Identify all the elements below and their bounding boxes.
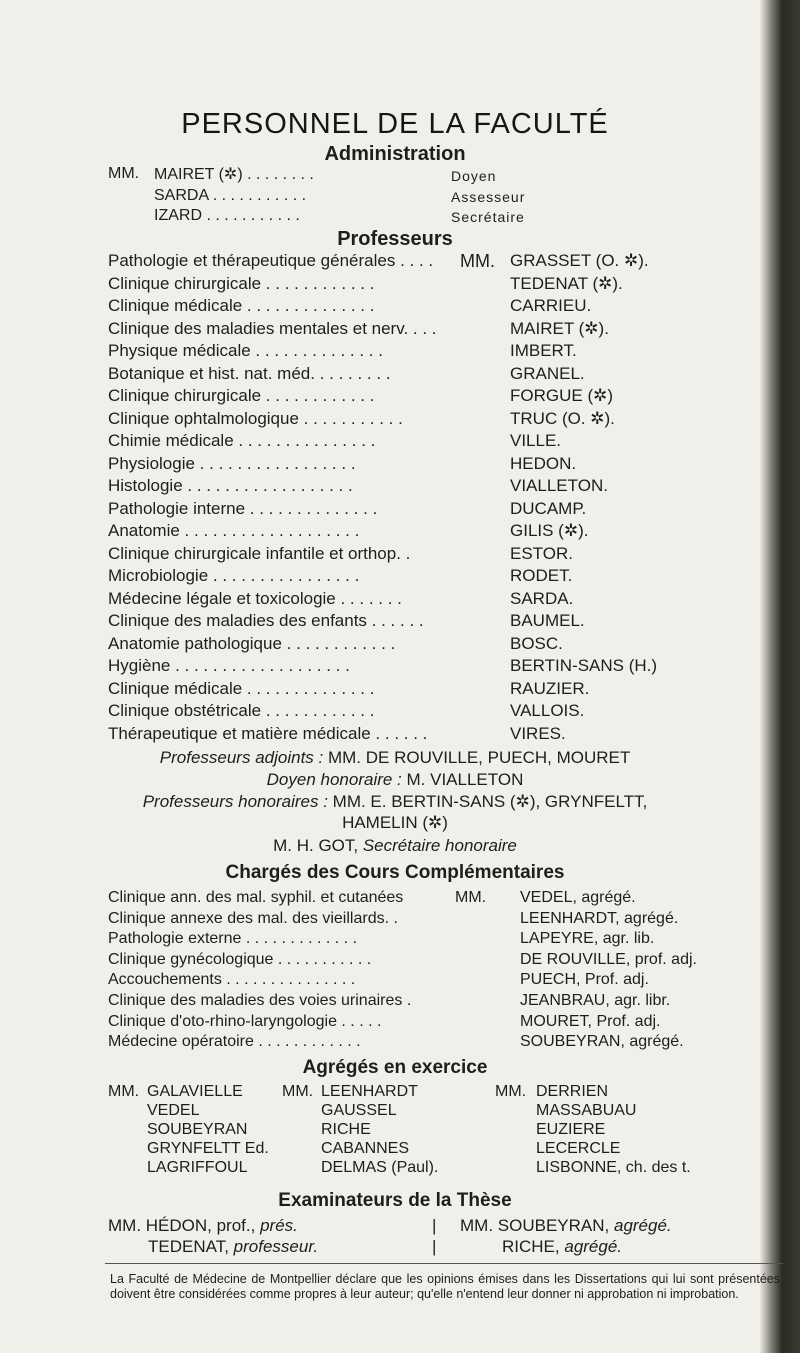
professeur-row <box>108 499 788 522</box>
professeur-chair-text: Médecine légale et toxicologie <box>108 588 336 608</box>
professeur-chair <box>108 589 407 609</box>
charges-name: PUECH, Prof. adj. <box>520 971 649 989</box>
professeur-chair-text: Microbiologie <box>108 566 209 585</box>
professeur-name: TEDENAT (✲). <box>510 273 623 293</box>
professeur-chair-text: Clinique ophtalmologique <box>108 408 299 428</box>
charges-row <box>108 930 788 951</box>
exam-separator-1: | <box>432 1216 437 1235</box>
professeur-chair <box>108 476 357 496</box>
professeur-row <box>108 319 788 342</box>
professeur-leader: . . . . . . . <box>335 588 407 608</box>
agrege-name: LISBONNE, ch. des t. <box>536 1159 691 1176</box>
professeur-chair-text: Clinique médicale <box>108 678 243 698</box>
professeur-chair-text: Clinique chirurgicale <box>108 273 262 293</box>
agrege-name: MASSABUAU <box>536 1102 637 1119</box>
exam-right2-name: RICHE, <box>502 1237 560 1256</box>
professeur-row <box>108 521 788 544</box>
charges-row <box>108 951 788 972</box>
charges-course <box>108 889 403 907</box>
admin-name: SARDA <box>154 186 209 204</box>
professeur-row <box>108 431 788 454</box>
charges-course-text: Clinique des maladies des voies urinaires <box>108 991 403 1009</box>
administration-heading: Administration <box>324 143 466 165</box>
professeur-chair <box>108 656 355 676</box>
professeur-name: GRANEL. <box>510 363 585 383</box>
administration-list <box>154 165 526 227</box>
charges-course-text: Clinique ann. des mal. syphil. et cutanées <box>108 889 404 906</box>
professeur-row <box>108 341 788 364</box>
professeur-chair <box>108 679 379 699</box>
honours-line <box>0 812 790 834</box>
professeur-leader: . . . . <box>395 251 438 270</box>
charges-course-text: Médecine opératoire <box>108 1033 254 1051</box>
professeur-chair-text: Botanique et hist. nat. méd. <box>108 363 315 383</box>
professeur-chair <box>108 611 428 631</box>
professeur-name: SARDA. <box>510 588 574 608</box>
professeur-chair-text: Chimie médicale <box>108 431 234 450</box>
professeur-name: HEDON. <box>510 453 577 473</box>
professeur-chair <box>108 431 380 451</box>
professeur-chair <box>108 499 382 519</box>
professeur-name: RAUZIER. <box>510 678 590 698</box>
professeur-chair-text: Clinique des maladies des enfants <box>108 611 367 630</box>
honours-line <box>0 769 790 791</box>
charges-course <box>108 1013 386 1031</box>
agrege-name: DERRIEN <box>536 1083 609 1100</box>
professeur-name: VALLOIS. <box>510 701 585 720</box>
doyen-name: M. VIALLETON <box>406 770 524 789</box>
professeur-chair-text: Pathologie et thérapeutique générales <box>108 251 396 270</box>
professeur-leader: . . . . . . . . . . . . . . <box>250 341 388 360</box>
professeur-row <box>108 296 788 319</box>
professeur-chair-text: Pathologie interne <box>108 498 246 518</box>
professeur-leader: . . . . . . . . . . . . . . <box>245 498 383 518</box>
professeurs-list <box>108 251 788 746</box>
professeur-name: VIALLETON. <box>510 476 608 495</box>
examinateurs-heading: Examinateurs de la Thèse <box>278 1190 512 1211</box>
admin-row <box>154 186 526 207</box>
examinateur-left-2 <box>148 1237 318 1257</box>
charges-leader: . <box>389 909 403 927</box>
professeur-chair-text: Clinique obstétricale <box>108 701 262 720</box>
charges-mm: MM. <box>455 889 487 906</box>
professeur-chair <box>108 521 364 541</box>
charges-course <box>108 1033 365 1051</box>
professeur-chair-text: Clinique chirurgicale infantile et orthop. <box>108 543 401 563</box>
charges-course <box>108 951 376 969</box>
professeur-row <box>108 251 788 274</box>
admin-row <box>154 165 497 186</box>
professeur-leader: . . . . . . . . . . . . <box>261 273 380 293</box>
professeur-leader: . . . . . . . . . . . . <box>261 701 380 720</box>
professeur-row <box>108 589 788 612</box>
professeur-chair-text: Physique médicale <box>108 341 251 360</box>
charges-heading: Chargés des Cours Complémentaires <box>225 862 565 883</box>
professeur-chair-text: Histologie <box>108 476 183 495</box>
professeur-name: FORGUE (✲) <box>510 386 614 405</box>
exam-right1-name: MM. SOUBEYRAN, <box>460 1216 610 1235</box>
agrege-name: DELMAS (Paul). <box>321 1159 439 1176</box>
professeur-leader: . . . <box>408 318 442 338</box>
professeur-name: VILLE. <box>510 431 562 450</box>
agrege-name: GAUSSEL <box>321 1102 397 1119</box>
professeur-chair <box>108 386 379 406</box>
professeur-chair-text: Clinique médicale <box>108 296 243 315</box>
professeur-chair-text: Physiologie <box>108 453 195 473</box>
professeur-row <box>108 409 788 432</box>
agrege-name: CABANNES <box>321 1140 410 1157</box>
agrege-name: RICHE <box>321 1121 371 1138</box>
honoraires-label: Professeurs honoraires : <box>142 792 328 811</box>
faculty-title: PERSONNEL DE LA FACULTÉ <box>181 108 609 140</box>
professeur-chair-text: Clinique des maladies mentales et nerv. <box>108 318 409 338</box>
charges-course <box>108 930 361 948</box>
professeur-leader: . <box>400 543 416 563</box>
charges-course-text: Clinique annexe des mal. des vieillards. <box>108 909 390 927</box>
professeur-chair-text: Anatomie <box>108 521 180 540</box>
charges-list <box>108 889 788 1054</box>
professeur-leader: . . . . . . . . . . . . . . . . . . <box>182 476 358 495</box>
charges-row <box>108 889 788 910</box>
professeur-chair <box>108 454 360 474</box>
charges-leader: . . . . . . . . . . . . . <box>241 930 362 948</box>
professeur-chair <box>108 274 379 294</box>
professeur-name: DUCAMP. <box>510 498 587 518</box>
admin-role: Assesseur <box>451 188 526 205</box>
professeur-row <box>108 364 788 387</box>
professeur-row <box>108 274 788 297</box>
professeur-name: IMBERT. <box>510 341 577 360</box>
agreges-col3-mm: MM. <box>495 1083 527 1100</box>
agrege-name: VEDEL <box>147 1102 200 1119</box>
honours-line <box>0 835 790 857</box>
admin-leader: . . . . . . . . <box>242 166 319 183</box>
secretaire-name: M. H. GOT, <box>273 836 359 855</box>
professeur-row <box>108 476 788 499</box>
agrege-name: LECERCLE <box>536 1140 621 1157</box>
professeur-name: MAIRET (✲). <box>510 318 609 338</box>
professeur-leader: . . . . . . . . . . . . . . <box>242 678 380 698</box>
agrege-name: EUZIERE <box>536 1121 606 1138</box>
adjoints-line <box>0 747 790 769</box>
professeur-row <box>108 386 788 409</box>
charges-course-text: Clinique d'oto-rhino-laryngologie <box>108 1012 337 1030</box>
agrege-name: SOUBEYRAN <box>147 1121 248 1138</box>
charges-course <box>108 910 402 928</box>
exam-left2-name: TEDENAT, <box>148 1237 229 1256</box>
charges-name: JEANBRAU, agr. libr. <box>520 991 671 1009</box>
professeur-row <box>108 544 788 567</box>
professeur-chair <box>108 724 432 744</box>
charges-row <box>108 1033 788 1054</box>
admin-name: IZARD <box>154 207 202 224</box>
agreges-column-2 <box>321 1082 438 1177</box>
professeurs-mm: MM. <box>460 251 495 271</box>
professeur-chair-text: Thérapeutique et matière médicale <box>108 723 371 743</box>
professeur-row <box>108 634 788 657</box>
charges-course-text: Clinique gynécologique <box>108 950 274 968</box>
professeur-chair <box>108 364 395 384</box>
honoraires-names-2: HAMELIN (✲) <box>342 813 448 832</box>
agrege-name: GRYNFELTT Ed. <box>147 1140 269 1157</box>
charges-leader: . <box>402 991 416 1009</box>
professeur-name: GRASSET (O. ✲). <box>510 251 649 270</box>
professeur-row <box>108 679 788 702</box>
admin-row <box>154 206 525 227</box>
charges-leader: . . . . . <box>336 1012 386 1030</box>
professeur-chair-text: Clinique chirurgicale <box>108 386 262 405</box>
charges-course <box>108 971 360 989</box>
charges-course-text: Pathologie externe <box>108 930 242 948</box>
admin-leader: . . . . . . . . . . . <box>208 186 311 204</box>
footer-rule <box>105 1263 783 1264</box>
charges-course <box>108 992 416 1010</box>
professeur-leader: . . . . . . . . . . . . <box>281 633 401 653</box>
agrege-name: LEENHARDT <box>321 1083 418 1100</box>
professeur-chair <box>108 296 379 316</box>
professeur-row <box>108 656 788 679</box>
doyen-label: Doyen honoraire : <box>266 770 402 789</box>
professeur-chair <box>108 341 388 361</box>
charges-row <box>108 971 788 992</box>
agreges-col1-mm: MM. <box>108 1083 140 1100</box>
agreges-heading: Agrégés en exercice <box>302 1057 488 1078</box>
admin-role: Secrétaire <box>451 209 525 225</box>
honours-line <box>0 791 790 813</box>
charges-leader: . . . . . . . . . . . . <box>253 1033 366 1051</box>
professeur-leader: . . . . . . . . . . . . . . . . <box>208 566 365 585</box>
professeur-name: VIRES. <box>510 723 566 743</box>
adjoints-label: Professeurs adjoints : <box>159 748 324 767</box>
professeur-name: GILIS (✲). <box>510 521 589 540</box>
professeur-leader: . . . . . . <box>370 723 433 743</box>
agreges-column-1 <box>147 1082 269 1177</box>
admin-leader: . . . . . . . . . . . <box>202 207 305 224</box>
charges-name: MOURET, Prof. adj. <box>520 1012 661 1030</box>
professeur-chair-text: Anatomie pathologique <box>108 633 282 653</box>
professeur-chair <box>108 566 364 586</box>
professeur-leader: . . . . . . . . . . . . <box>261 386 380 405</box>
exam-left2-role: professeur. <box>233 1237 319 1256</box>
charges-leader: . . . . . . . . . . . . . . . <box>221 971 360 989</box>
professeur-chair-text: Hygiène <box>108 656 171 675</box>
professeur-leader: . . . . . . <box>366 611 429 630</box>
professeur-leader: . . . . . . . . . . . . . . . . . . . <box>179 521 365 540</box>
agrege-name: LAGRIFFOUL <box>147 1159 248 1176</box>
professeur-leader: . . . . . . . . . . . . . . <box>242 296 380 315</box>
professeur-row <box>108 724 788 747</box>
exam-left1-name: MM. HÉDON, prof., <box>108 1216 256 1235</box>
secretaire-label: Secrétaire honoraire <box>362 836 517 855</box>
charges-name: LEENHARDT, agrégé. <box>520 909 679 927</box>
professeur-name: RODET. <box>510 566 573 585</box>
honoraires-names: MM. E. BERTIN-SANS (✲), GRYNFELTT, <box>332 792 648 811</box>
professeur-leader: . . . . . . . . . . . . . . . . . . . <box>170 656 355 675</box>
charges-row <box>108 1013 788 1034</box>
professeurs-heading: Professeurs <box>337 228 453 250</box>
professeur-leader: . . . . . . . . . . . . . . . <box>233 431 381 450</box>
charges-row <box>108 910 788 931</box>
professeur-name: CARRIEU. <box>510 296 592 315</box>
professeur-row <box>108 611 788 634</box>
admin-role: Doyen <box>451 168 497 184</box>
footer-note: La Faculté de Médecine de Montpellier déclare que les opinions émises dans les Dissertations qui lui sont présentées doivent être considérées comme propres à leur auteur; qu'elle n'entend leur donner ni approbation ni improbation. <box>110 1272 780 1301</box>
professeur-chair <box>108 701 379 721</box>
charges-name: DE ROUVILLE, prof. adj. <box>520 950 697 968</box>
professeur-row <box>108 701 788 724</box>
professeur-name: TRUC (O. ✲). <box>510 408 615 428</box>
agrege-name: GALAVIELLE <box>147 1083 243 1100</box>
charges-course-text: Accouchements <box>108 971 222 989</box>
exam-left1-role: prés. <box>260 1216 298 1235</box>
exam-right1-role: agrégé. <box>613 1216 672 1235</box>
charges-row <box>108 992 788 1013</box>
exam-separator-2: | <box>432 1237 437 1256</box>
charges-name: SOUBEYRAN, agrégé. <box>520 1033 684 1051</box>
professeur-chair <box>108 409 408 429</box>
agreges-col2-mm: MM. <box>282 1083 314 1100</box>
admin-mm: MM. <box>108 165 140 182</box>
examinateur-right-2 <box>502 1237 622 1257</box>
examinateur-left-1 <box>108 1216 298 1236</box>
examinateur-right-1 <box>460 1216 672 1236</box>
professeur-row <box>108 454 788 477</box>
professeur-name: BOSC. <box>510 633 563 653</box>
charges-name: LAPEYRE, agr. lib. <box>520 930 655 948</box>
agreges-column-3 <box>536 1082 691 1177</box>
adjoints-names: MM. DE ROUVILLE, PUECH, MOURET <box>327 748 631 767</box>
professeur-chair <box>108 544 415 564</box>
professeur-name: BERTIN-SANS (H.) <box>510 656 658 675</box>
admin-name: MAIRET (✲) <box>154 166 243 183</box>
professeur-leader: . . . . . . . . . . . <box>298 408 408 428</box>
charges-name: VEDEL, agrégé. <box>520 889 636 906</box>
professeur-leader: . . . . . . . . . . . . . . . . . <box>194 453 361 473</box>
professeur-name: ESTOR. <box>510 543 573 563</box>
professeur-chair <box>108 634 400 654</box>
charges-leader: . . . . . . . . . . . <box>273 950 376 968</box>
professeur-row <box>108 566 788 589</box>
professeur-leader: . . . . . . . . <box>314 363 396 383</box>
professeur-name: BAUMEL. <box>510 611 585 630</box>
exam-right2-role: agrégé. <box>564 1237 623 1256</box>
professeur-chair <box>108 319 441 339</box>
professeur-chair <box>108 251 438 271</box>
